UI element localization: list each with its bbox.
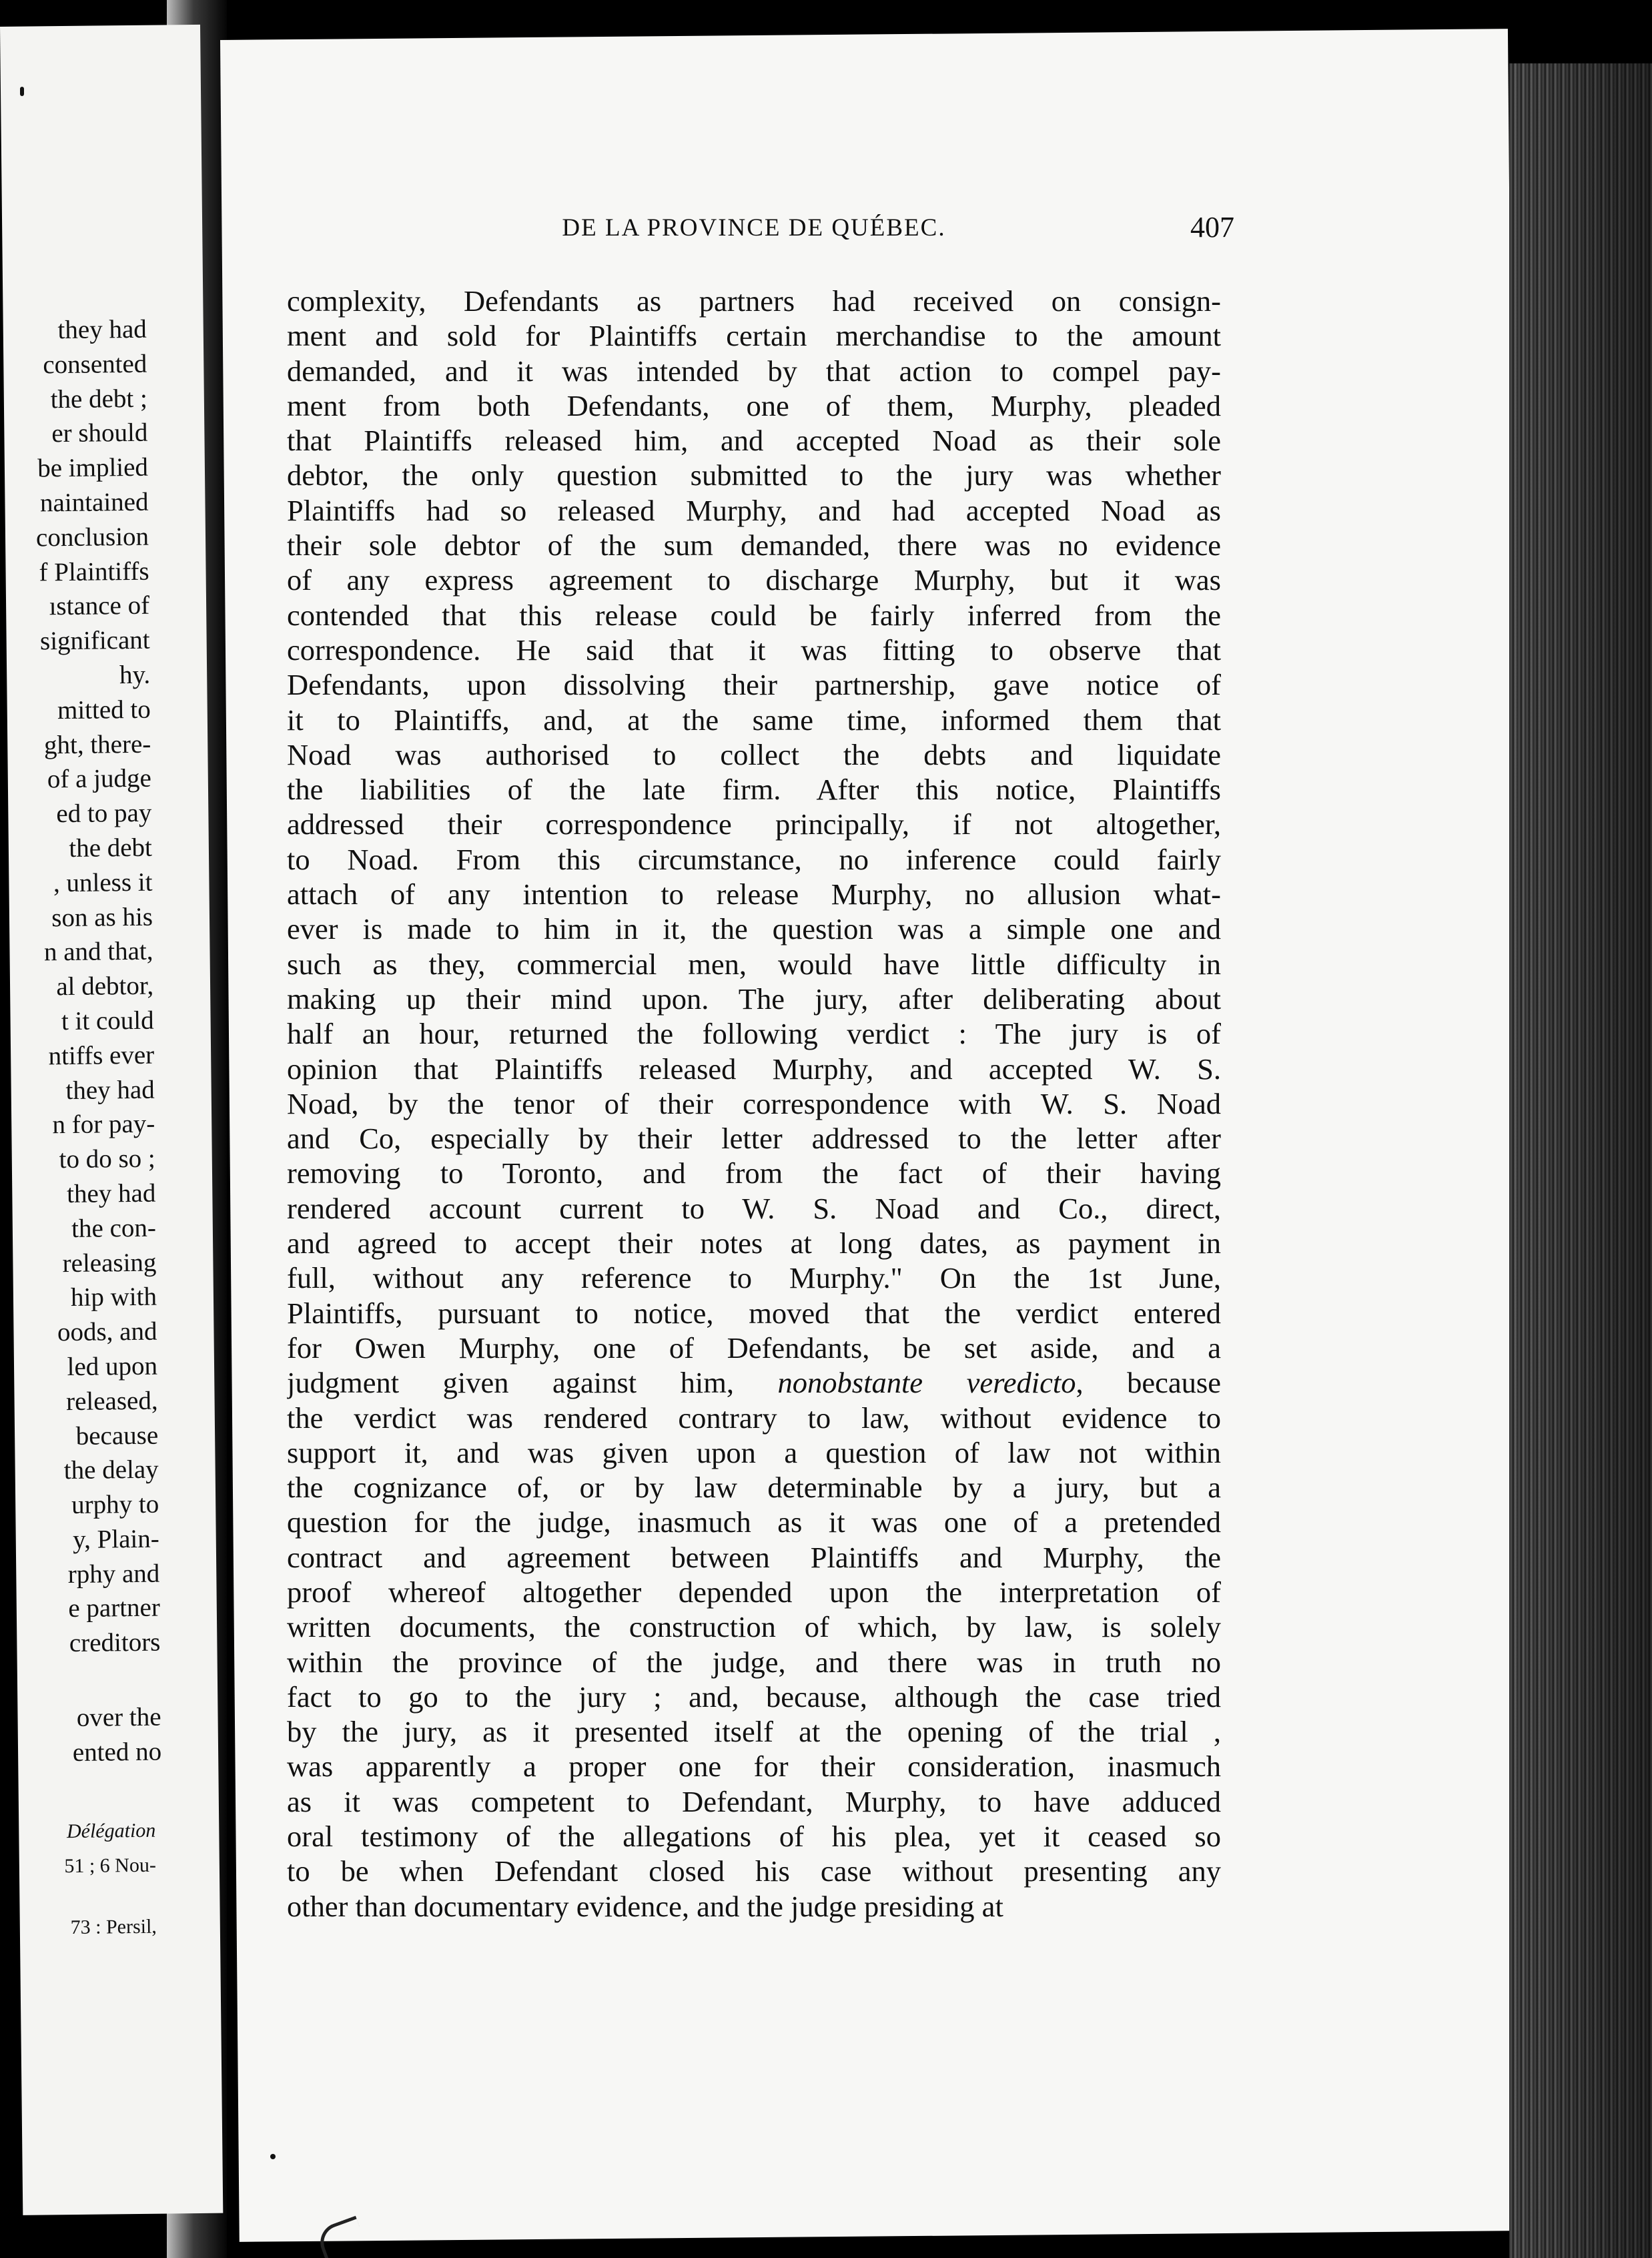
text-line: making up their mind upon. The jury, after deliberating about [287,982,1221,1016]
previous-page-line: al debtor, [56,971,154,1002]
text-line: Noad, by the tenor of their correspondence with W. S. Noad [287,1086,1221,1120]
text-line: opinion that Plaintiffs released Murphy, and accepted W. S. [287,1052,1221,1086]
text-line: ment and sold for Plaintiffs certain merchandise to the amount [287,319,1221,353]
text-line: full, without any reference to Murphy." On the 1st June, [287,1261,1221,1295]
previous-page-line: f Plaintiffs [39,556,149,587]
text-line-with-italic [287,1365,1221,1400]
text-line: to Noad. From this circumstance, no inference could fairly [287,842,1221,876]
previous-page-line: oods, and [57,1316,157,1347]
previous-page-line: of a judge [47,764,152,794]
previous-page-line: hy. [119,660,151,690]
previous-page-line: releasing [62,1248,157,1278]
previous-page-line: ght, there- [43,729,151,759]
text-line: Defendants, upon dissolving their partnership, gave notice of [287,668,1221,702]
text-line: it to Plaintiffs, and, at the same time, informed them that [287,703,1221,737]
text-segment: , because [1076,1366,1221,1400]
footnote-line: 73 : Persil, [70,1915,157,1939]
text-line: fact to go to the jury ; and, because, although the case tried [287,1679,1221,1714]
text-line: ever is made to him in it, the question was a simple one and [287,912,1221,946]
previous-page-line: y, Plain- [72,1524,159,1554]
text-line: addressed their correspondence principally, if not altogether, [287,807,1221,841]
text-line: contended that this release could be fairly inferred from the [287,598,1221,632]
text-line: written documents, the construction of which, by law, is solely [287,1610,1221,1644]
line-spacer [17,1660,161,1702]
footnote-line: Délégation [66,1819,156,1843]
previous-page-line: significant [39,625,150,656]
previous-page-line: t it could [61,1006,154,1036]
previous-page-line: son as his [51,902,153,932]
previous-page-line: n for pay- [52,1109,155,1140]
previous-page-text [3,312,162,1771]
text-line: the cognizance of, or by law determinable by a jury, but a [287,1471,1221,1505]
footnote-spacer [19,1883,156,1911]
text-line: oral testimony of the allegations of his plea, yet it ceased so [287,1820,1221,1854]
previous-page-line: e partner [68,1593,161,1623]
previous-page-line: because [75,1421,159,1451]
page-number: 407 [1190,211,1234,244]
running-head: DE LA PROVINCE DE QUÉBEC. [562,214,946,242]
text-line: demanded, and it was intended by that action to compel pay- [287,354,1221,388]
text-line: of any express agreement to discharge Murphy, but it was [287,563,1221,597]
previous-page-line: ed to pay [56,798,152,829]
previous-page-line: mitted to [57,695,151,725]
previous-page-line: the debt [69,833,153,863]
text-line: as it was competent to Defendant, Murphy, to have adduced [287,1784,1221,1818]
text-line: the verdict was rendered contrary to law, without evidence to [287,1401,1221,1435]
footnote-line: 51 ; 6 Nou- [64,1854,157,1878]
previous-page-line: the delay [63,1455,159,1485]
text-line: such as they, commercial men, would have little difficulty in [287,947,1221,981]
ink-speck [270,2154,276,2159]
text-line: by the jury, as it presented itself at the opening of the trial , [287,1715,1221,1749]
previous-page-line: er should [51,418,148,448]
text-line: Noad was authorised to collect the debts and liquidate [287,737,1221,771]
text-line: attach of any intention to release Murphy, no allusion what- [287,877,1221,911]
previous-page-line: they had [57,314,147,345]
italic-phrase: nonobstante veredicto [777,1366,1076,1400]
text-line: for Owen Murphy, one of Defendants, be set aside, and a [287,1331,1221,1365]
text-line: Plaintiffs, pursuant to notice, moved that the verdict entered [287,1296,1221,1330]
text-line: was apparently a proper one for their consideration, inasmuch [287,1750,1221,1784]
previous-page-line: hip with [70,1282,157,1312]
previous-page-line: creditors [69,1627,161,1658]
previous-page-line: consented [43,349,147,380]
previous-page-line: , unless it [53,867,153,897]
previous-page-line: ıstance of [49,591,150,621]
page-edges-shade [1509,63,1652,2258]
text-line: their sole debtor of the sum demanded, there was no evidence [287,528,1221,562]
text-line: that Plaintiffs released him, and accepted Noad as their sole [287,424,1221,458]
previous-page-line: the con- [71,1213,157,1243]
text-line: correspondence. He said that it was fitting to observe that [287,633,1221,667]
text-line: and agreed to accept their notes at long dates, as payment in [287,1226,1221,1260]
text-line: ment from both Defendants, one of them, Murphy, pleaded [287,388,1221,422]
previous-page-line: rphy and [67,1559,160,1589]
text-line: proof whereof altogether depended upon the interpretation of [287,1575,1221,1609]
previous-page-line: led upon [67,1351,158,1381]
previous-page-line: n and that, [43,937,153,967]
previous-page-line: they had [66,1178,156,1208]
text-line: support it, and was given upon a question of law not within [287,1435,1221,1469]
previous-page-line: the debt ; [50,384,148,414]
previous-page-fragment [0,25,223,2215]
text-line: Plaintiffs had so released Murphy, and had accepted Noad as [287,493,1221,527]
previous-page-footnotes [19,1814,157,1946]
text-line: half an hour, returned the following verdict : The jury is of [287,1017,1221,1051]
text-line: removing to Toronto, and from the fact of their having [287,1156,1221,1190]
previous-page-line: over the [76,1702,161,1733]
previous-page-line: ntiffs ever [48,1040,155,1071]
text-line: debtor, the only question submitted to the jury was whether [287,458,1221,492]
text-segment: judgment given against him, [287,1366,778,1400]
previous-page-line: they had [65,1075,155,1105]
previous-page-line: be implied [37,452,149,483]
previous-page-line: conclusion [35,522,149,552]
text-line: question for the judge, inasmuch as it was one of a pretended [287,1505,1221,1539]
text-line: complexity, Defendants as partners had received on consign- [287,284,1221,318]
text-line: the liabilities of the late firm. After this notice, Plaintiffs [287,773,1221,807]
text-line: and Co, especially by their letter addressed to the letter after [287,1122,1221,1156]
ink-speck [20,87,24,96]
body-text [287,284,1221,1924]
text-line: other than documentary evidence, and the judge presiding at [287,1889,1003,1923]
previous-page-line: urphy to [71,1489,159,1520]
previous-page-line: released, [65,1386,158,1416]
text-line: within the province of the judge, and there was in truth no [287,1645,1221,1679]
previous-page-line: naintained [39,487,149,518]
previous-page-line: to do so ; [59,1144,156,1174]
text-line: contract and agreement between Plaintiffs and Murphy, the [287,1540,1221,1574]
text-line: rendered account current to W. S. Noad and Co., direct, [287,1191,1221,1225]
text-line: to be when Defendant closed his case without presenting any [287,1854,1221,1888]
previous-page-line: ented no [72,1737,162,1767]
